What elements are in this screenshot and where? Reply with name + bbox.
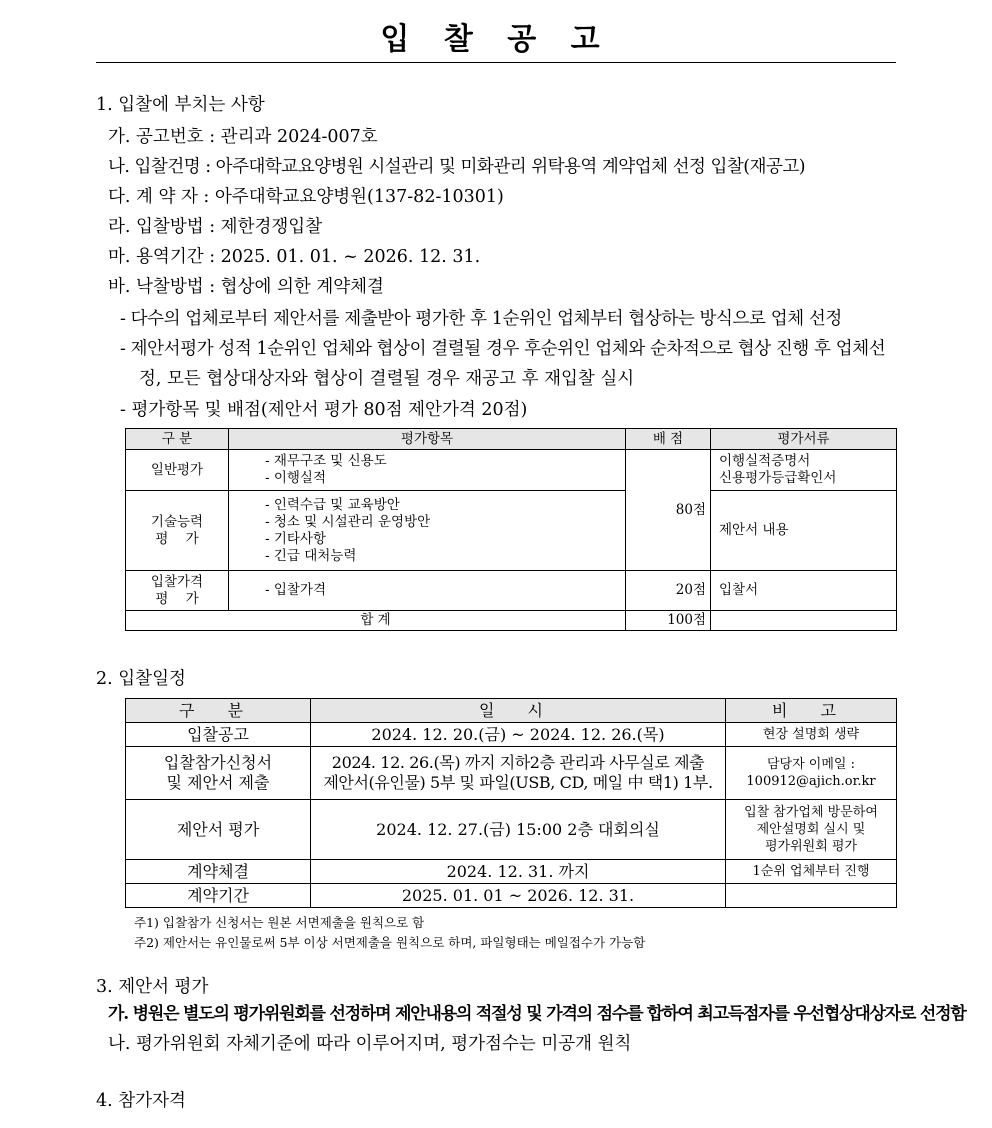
- schedule-label: 계약기간: [126, 884, 311, 908]
- schedule-label: 입찰공고: [126, 723, 311, 747]
- section4-heading: 4. 참가자격: [96, 1091, 186, 1111]
- schedule-datetime: 2025. 01. 01 ~ 2026. 12. 31.: [311, 884, 726, 908]
- eval-total-doc: [711, 611, 897, 631]
- schedule-row: [126, 860, 897, 884]
- schedule-label-line: 및 제안서 제출: [166, 773, 270, 792]
- award-bullet-3: - 평가항목 및 배점(제안서 평가 80점 제안가격 20점): [120, 400, 528, 420]
- schedule-datetime-line: 제안서(유인물) 5부 및 파일(USB, CD, 메일 中 택1) 1부.: [323, 773, 713, 792]
- schedule-row: [126, 723, 897, 747]
- eval-tech-item: - 기타사항: [265, 530, 327, 547]
- eval-tech-label-line: 기술능력: [150, 513, 204, 530]
- eval-general-doc: 신용평가등급확인서: [719, 470, 837, 486]
- eval-tech-label: [126, 491, 229, 571]
- award-bullet-2-cont: 정, 모든 협상대상자와 협상이 결렬될 경우 재공고 후 재입찰 실시: [139, 369, 635, 389]
- eval-row-price: [126, 571, 897, 611]
- schedule-label: 계약체결: [126, 860, 311, 884]
- schedule-note-line: 평가위원회 평가: [764, 839, 858, 854]
- footnote-2: 주2) 제안서는 유인물로써 5부 이상 서면제출을 원칙으로 하며, 파일형태는 메일접수가 가능함: [134, 935, 646, 950]
- schedule-datetime: 2024. 12. 20.(금) ~ 2024. 12. 26.(목): [311, 723, 726, 747]
- eval-tech-item: - 인력수급 및 교육방안: [265, 496, 400, 513]
- evaluation-table: [125, 428, 897, 631]
- eval-general-docs: [711, 450, 897, 491]
- eval-proposal-score: 80점: [626, 450, 711, 571]
- bid-method: 라. 입찰방법 : 제한경쟁입찰: [108, 217, 323, 237]
- schedule-row: [126, 800, 897, 860]
- evaluation-criteria-item: 나. 평가위원회 자체기준에 따라 이루어지며, 평가점수는 미공개 원칙: [108, 1034, 632, 1054]
- eval-header-score: 배 점: [626, 429, 711, 450]
- eval-general-doc: 이행실적증명서: [719, 453, 811, 469]
- schedule-datetime-line: 2024. 12. 26.(목) 까지 지하2층 관리과 사무실로 제출: [331, 753, 705, 772]
- schedule-note: [726, 747, 897, 800]
- eval-price-doc: 입찰서: [711, 571, 897, 611]
- schedule-note-line: 담당자 이메일 :: [767, 757, 855, 772]
- notice-number: 가. 공고번호 : 관리과 2024-007호: [108, 127, 378, 147]
- schedule-row: [126, 747, 897, 800]
- eval-header-row: [126, 429, 897, 450]
- schedule-header-category: 구 분: [126, 699, 311, 723]
- footnote-1: 주1) 입찰참가 신청서는 원본 서면제출을 원칙으로 함: [134, 915, 425, 930]
- eval-price-label-line: 평 가: [155, 590, 199, 607]
- eval-general-item: - 이행실적: [265, 470, 327, 486]
- section1-heading: 1. 입찰에 부치는 사항: [96, 95, 265, 115]
- award-method: 바. 낙찰방법 : 협상에 의한 계약체결: [108, 277, 384, 297]
- eval-total-label: 합 계: [126, 611, 626, 631]
- schedule-header-row: [126, 699, 897, 723]
- eval-header-docs: 평가서류: [711, 429, 897, 450]
- eval-general-item: - 재무구조 및 신용도: [265, 453, 387, 469]
- schedule-note-line: 입찰 참가업체 방문하여: [744, 805, 878, 820]
- eval-row-total: [126, 611, 897, 631]
- eval-tech-label-line: 평 가: [155, 530, 199, 547]
- contractor: 다. 계 약 자 : 아주대학교요양병원(137-82-10301): [108, 187, 504, 207]
- eval-general-items: [229, 450, 626, 491]
- eval-row-tech: [126, 491, 897, 571]
- award-bullet-2: - 제안서평가 성적 1순위인 업체와 협상이 결렬될 경우 후순위인 업체와 순차적으로 협상 진행 후 업체선: [120, 339, 886, 359]
- eval-total-score: 100점: [626, 611, 711, 631]
- schedule-note-line: 제안설명회 실시 및: [756, 822, 866, 837]
- eval-price-label: [126, 571, 229, 611]
- eval-tech-docs: 제안서 내용: [711, 491, 897, 571]
- eval-tech-items: [229, 491, 626, 571]
- service-period: 마. 용역기간 : 2025. 01. 01. ~ 2026. 12. 31.: [108, 247, 481, 267]
- schedule-datetime: 2024. 12. 27.(금) 15:00 2층 대회의실: [311, 800, 726, 860]
- section2-heading: 2. 입찰일정: [96, 669, 186, 689]
- schedule-label: [126, 747, 311, 800]
- eval-price-score: 20점: [626, 571, 711, 611]
- schedule-note: 1순위 업체부터 진행: [726, 860, 897, 884]
- eval-tech-item: - 긴급 대처능력: [265, 547, 357, 564]
- evaluation-committee-item: 가. 병원은 별도의 평가위원회를 선정하며 제안내용의 적절성 및 가격의 점수를 합하여 최고득점자를 우선협상대상자로 선정함: [108, 1004, 966, 1024]
- schedule-label-line: 입찰참가신청서: [163, 753, 273, 772]
- eval-general-label: 일반평가: [126, 450, 229, 491]
- contact-email: 100912@ajich.or.kr: [746, 774, 876, 789]
- eval-price-label-line: 입찰가격: [150, 573, 204, 590]
- schedule-row: [126, 884, 897, 908]
- eval-header-items: 평가항목: [229, 429, 626, 450]
- award-bullet-1: - 다수의 업체로부터 제안서를 제출받아 평가한 후 1순위인 업체부터 협상하는 방식으로 업체 선정: [120, 309, 842, 329]
- eval-row-general: [126, 450, 897, 491]
- eval-header-category: 구 분: [126, 429, 229, 450]
- title-divider: [96, 62, 896, 63]
- schedule-header-datetime: 일 시: [311, 699, 726, 723]
- schedule-note: [726, 800, 897, 860]
- schedule-label: 제안서 평가: [126, 800, 311, 860]
- bid-title: 나. 입찰건명 : 아주대학교요양병원 시설관리 및 미화관리 위탁용역 계약업체 선정 입찰(재공고): [108, 157, 806, 177]
- section3-heading: 3. 제안서 평가: [96, 977, 209, 997]
- eval-tech-item: - 청소 및 시설관리 운영방안: [265, 513, 431, 530]
- schedule-note: 현장 설명회 생략: [726, 723, 897, 747]
- schedule-header-note: 비 고: [726, 699, 897, 723]
- schedule-table: [125, 698, 897, 908]
- schedule-datetime: [311, 747, 726, 800]
- eval-price-item: - 입찰가격: [229, 571, 626, 611]
- page-title: 입 찰 공 고: [380, 22, 612, 57]
- schedule-datetime: 2024. 12. 31. 까지: [311, 860, 726, 884]
- schedule-note: [726, 884, 897, 908]
